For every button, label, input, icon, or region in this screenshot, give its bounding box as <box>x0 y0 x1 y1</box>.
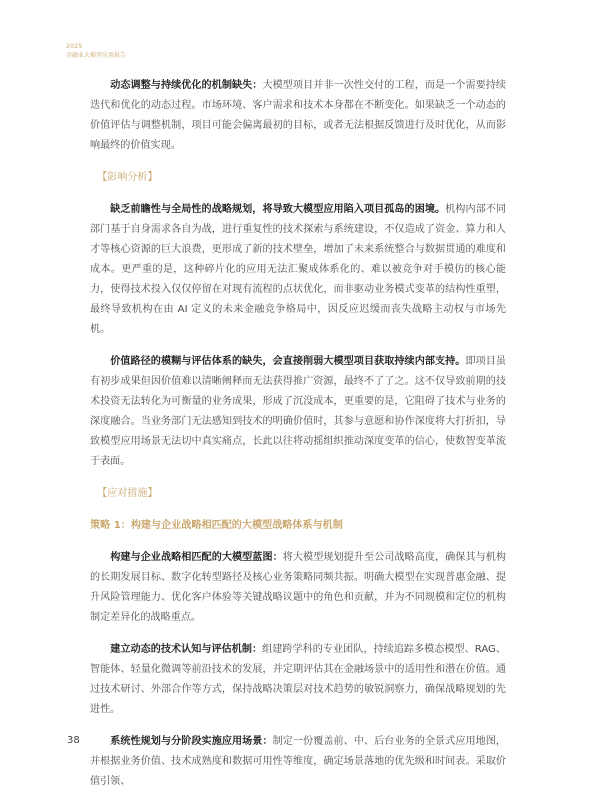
paragraph-tech-evaluation <box>90 640 506 720</box>
paragraph-dynamic-adjustment <box>90 76 506 156</box>
report-header <box>66 44 126 59</box>
section-heading-measures: 【应对措施】 <box>97 488 158 499</box>
paragraph-value-path <box>90 352 506 472</box>
paragraph-text: 大模型项目并非一次性交付的工程，而是一个需要持续迭代和优化的动态过程。市场环境、客户需求和技术本身都在不断变化。如果缺乏一个动态的价值评估与调整机制，项目可能会偏离最初的目标，或者无法根据反馈进行及时优化，从而影响最终的价值实现。 <box>90 80 507 151</box>
strategy-heading: 策略 1：构建与企业战略相匹配的大模型战略体系与机制 <box>90 520 343 531</box>
paragraph-text: 将大模型规划提升至公司战略高度，确保其与机构的长期发展目标、数字化转型路径及核心业务策略同频共振。明确大模型在实现普惠金融、提升风险管理能力、优化客户体验等关键战略议题中的角色和贡献，并为不同规模和定位的机构制定差异化的战略重点。 <box>90 552 507 623</box>
paragraph-text: 组建跨学科的专业团队，持续追踪多模态模型、RAG、智能体、轻量化微调等前沿技术的发展，并定期评估其在金融场景中的适用性和潜在价值。通过技术研讨、外部合作等方式，保持战略决策层对技术趋势的敏锐洞察力，确保战略规划的先进性。 <box>90 644 506 715</box>
paragraph-text: 制定一份覆盖前、中、后台业务的全景式应用地图，并根据业务价值、技术成熟度和数据可用性等维度，确定场景落地的优先级和时间表。采取价值引领、 <box>90 736 507 787</box>
report-title: 金融业大模型应用报告 <box>66 52 127 59</box>
section-heading-impact: 【影响分析】 <box>97 172 158 183</box>
report-year: 2025 <box>66 43 83 50</box>
paragraph-lead: 缺乏前瞻性与全局性的战略规划，将导致大模型应用陷入项目孤岛的困境。 <box>110 204 446 215</box>
paragraph-lead: 价值路径的模糊与评估体系的缺失，会直接削弱大模型项目获取持续内部支持。 <box>110 356 466 367</box>
paragraph-blueprint <box>90 548 506 628</box>
paragraph-strategic-planning <box>90 200 506 340</box>
paragraph-scenario-planning <box>90 732 506 792</box>
paragraph-lead: 构建与企业战略相匹配的大模型蓝图： <box>110 552 283 563</box>
page-number: 38 <box>67 735 80 746</box>
paragraph-lead: 系统性规划与分阶段实施应用场景： <box>110 736 273 747</box>
paragraph-text: 即项目虽有初步成果但因价值难以清晰阐释而无法获得推广资源，最终不了了之。这不仅导致前期的技术投资无法转化为可衡量的业务成果，形成了沉没成本，更重要的是，它阻碍了技术与业务的深度融合。当业务部门无法感知到技术的明确价值时，其参与意愿和协作深度将大打折扣，导致模型应用场景无法切中真实痛点，长此以往将动摇组织推动深度变革的信心，使数智变革流于表面。 <box>90 356 506 467</box>
paragraph-lead: 动态调整与持续优化的机制缺失： <box>110 80 263 91</box>
paragraph-lead: 建立动态的技术认知与评估机制： <box>110 644 263 655</box>
page-body <box>90 76 506 792</box>
paragraph-text: 机构内部不同部门基于自身需求各自为战，进行重复性的技术探索与系统建设，不仅造成了资金、算力和人才等核心资源的巨大浪费，更形成了新的技术壁垒，增加了未来系统整合与数据贯通的难度和成本。更严重的是，这种碎片化的应用无法汇聚成体系化的、难以被竞争对手模仿的核心能力，使得技术投入仅仅停留在对现有流程的点状优化，而非驱动业务模式变革的结构性重塑，最终导致机构在由 AI 定义的未来金融竞争格局中，因反应迟缓而丧失战略主动权与市场先机。 <box>90 204 507 335</box>
